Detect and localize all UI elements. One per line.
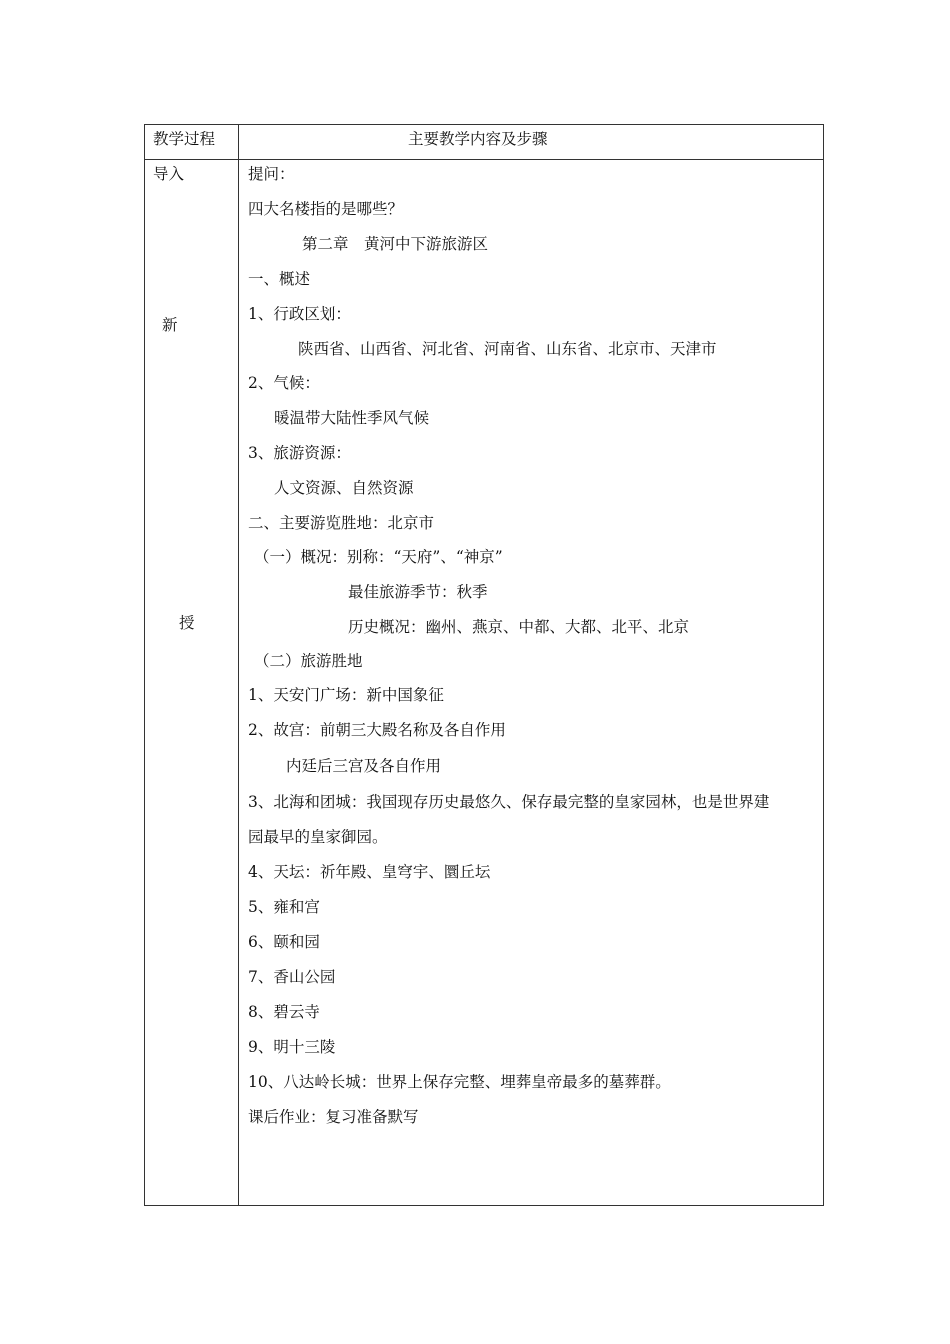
content-line: 10、八达岭长城：世界上保存完整、埋葬皇帝最多的墓葬群。 xyxy=(248,1073,671,1091)
content-line: 四大名楼指的是哪些？ xyxy=(248,200,404,218)
content-line: 一、概述 xyxy=(248,270,311,288)
content-line: 3、旅游资源： xyxy=(248,444,351,462)
content-line: 2、气候： xyxy=(248,374,320,392)
content-line: 1、行政区划： xyxy=(248,305,351,323)
header-content: 主要教学内容及步骤 xyxy=(408,130,548,148)
content-line: 暖温带大陆性季风气候 xyxy=(274,409,430,427)
homework-line: 课后作业：复习准备默写 xyxy=(248,1108,419,1126)
content-line: 提问： xyxy=(248,165,295,183)
header-divider xyxy=(144,159,824,160)
column-divider xyxy=(238,124,239,1206)
content-line: 历史概况：幽州、燕京、中都、大都、北平、北京 xyxy=(348,618,690,636)
content-line: 7、香山公园 xyxy=(248,968,336,986)
content-line: 6、颐和园 xyxy=(248,933,320,951)
content-line: 4、天坛：祈年殿、皇穹宇、圜丘坛 xyxy=(248,863,491,881)
stage-teach: 授 xyxy=(179,614,195,632)
content-line: 二、主要游览胜地：北京市 xyxy=(248,514,435,532)
lesson-table xyxy=(144,124,824,1206)
content-line: 最佳旅游季节：秋季 xyxy=(348,583,488,601)
content-line: （一）概况：别称：“天府”、“神京” xyxy=(254,548,503,566)
content-line: 8、碧云寺 xyxy=(248,1003,320,1021)
chapter-title: 第二章 黄河中下游旅游区 xyxy=(302,235,489,253)
header-process: 教学过程 xyxy=(153,130,216,148)
content-line: 9、明十三陵 xyxy=(248,1038,336,1056)
content-line: 人文资源、自然资源 xyxy=(274,479,414,497)
stage-intro: 导入 xyxy=(153,165,185,183)
content-line: （二）旅游胜地 xyxy=(254,652,363,670)
content-line: 5、雍和宫 xyxy=(248,898,320,916)
stage-new: 新 xyxy=(162,316,178,334)
content-line: 3、北海和团城：我国现存历史最悠久、保存最完整的皇家园林，也是世界建 xyxy=(248,793,770,811)
content-line: 1、天安门广场：新中国象征 xyxy=(248,686,444,704)
content-line: 陕西省、山西省、河北省、河南省、山东省、北京市、天津市 xyxy=(298,340,717,358)
content-line: 2、故宫：前朝三大殿名称及各自作用 xyxy=(248,721,506,739)
content-line: 内廷后三宫及各自作用 xyxy=(286,757,442,775)
content-line: 园最早的皇家御园。 xyxy=(248,828,388,846)
